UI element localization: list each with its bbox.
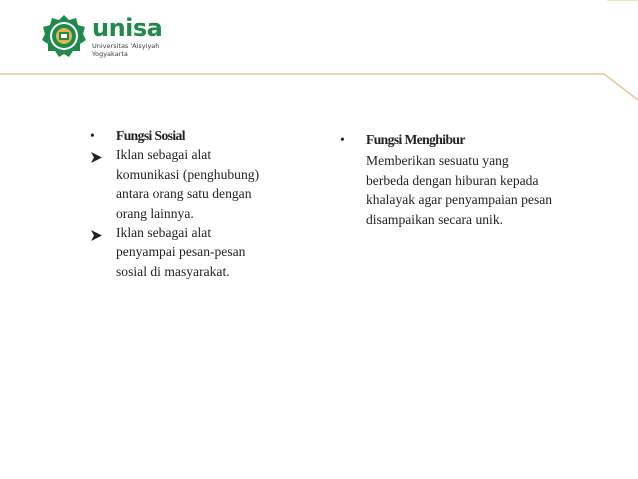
brand-name: unisa [92,14,163,42]
list-item [90,145,270,223]
left-heading-text: Fungsi Sosial [116,128,185,143]
right-heading-text: Fungsi Menghibur [366,132,465,147]
brand-subtitle-line2: Yogyakarta [92,50,128,58]
arrow-bullet-icon [90,227,102,246]
brand-subtitle [92,42,159,58]
left-heading [90,126,270,145]
list-item-text: Iklan sebagai alat penyampai pesan-pesan sosial di masyarakat. [116,225,246,279]
right-heading [340,130,555,149]
left-column [90,126,270,281]
right-column [340,130,555,229]
list-item-text: Iklan sebagai alat komunikasi (penghubung) antara orang satu dengan orang lainnya. [116,147,260,221]
slide-header [0,0,638,110]
bullet-icon: • [90,128,95,143]
right-paragraph: Memberikan sesuatu yang berbeda dengan hiburan kepada khalayak agar penyampaian pesan disampaikan secara unik. [366,153,553,227]
brand-subtitle-line1: Universitas 'Aisyiyah [92,42,160,50]
list-item [90,223,270,281]
arrow-bullet-icon [90,149,102,168]
bullet-icon: • [340,132,345,147]
